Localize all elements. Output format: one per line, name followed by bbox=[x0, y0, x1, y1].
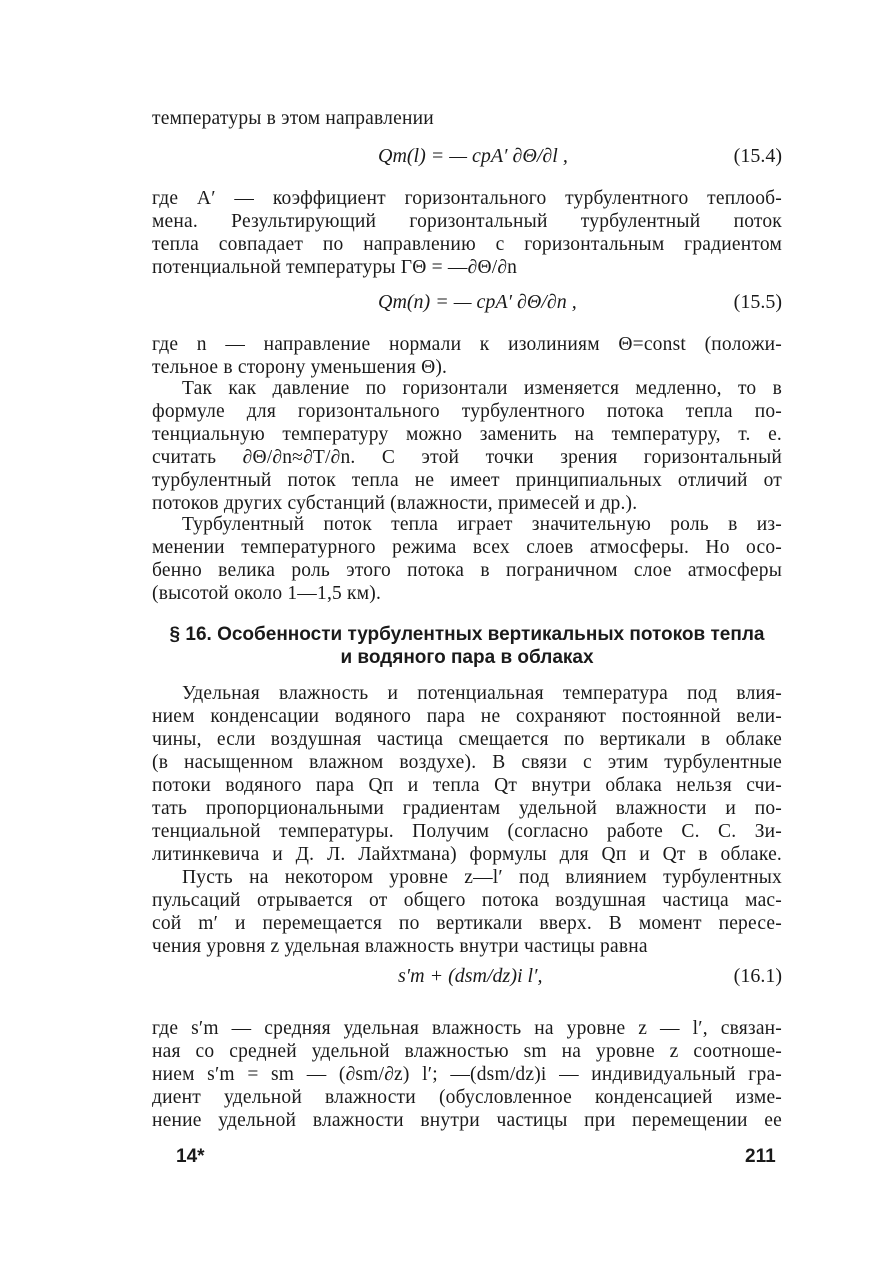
text-line: где A′ — коэффициент горизонтального турбулентного теплооб- bbox=[152, 188, 782, 209]
text-line: Так как давление по горизонтали изменяется медленно, то в bbox=[182, 378, 782, 399]
text-line: Турбулентный поток тепла играет значительную роль в из- bbox=[182, 514, 782, 535]
text-line: нием s′m = sm — (∂sm/∂z) l′; —(dsm/dz)i — индивидуальный гра- bbox=[152, 1064, 782, 1085]
text-line: диент удельной влажности (обусловленное конденсацией изме- bbox=[152, 1087, 782, 1108]
text-line: тенциальной температуры. Получим (согласно работе С. С. Зи- bbox=[152, 821, 782, 842]
page-number: 211 bbox=[745, 1146, 776, 1167]
text-line: турбулентный поток тепла не имеет принципиальных отличий от bbox=[152, 470, 782, 491]
text-line: тать пропорциональными градиентам удельной влажности и по- bbox=[152, 798, 782, 819]
text-line: считать ∂Θ/∂n≈∂T/∂n. С этой точки зрения горизонтальный bbox=[152, 447, 782, 468]
equation-15-4: Qт(l) = — cpA′ ∂Θ/∂l , bbox=[378, 145, 568, 167]
text-line: (в насыщенном влажном воздухе). В связи с этим турбулентные bbox=[152, 752, 782, 773]
text-line: мена. Результирующий горизонтальный турбулентный поток bbox=[152, 211, 782, 232]
signature-mark: 14* bbox=[176, 1146, 205, 1167]
text-line: где s′m — средняя удельная влажность на уровне z — l′, связан- bbox=[152, 1018, 782, 1039]
text-line: (высотой около 1—1,5 км). bbox=[152, 583, 382, 604]
text-line: литинкевича и Д. Л. Лайхтмана) формулы для Qп и Qт в облаке. bbox=[152, 844, 782, 865]
text-line: сой m′ и перемещается по вертикали вверх. В момент пересе- bbox=[152, 913, 782, 934]
text-line: нение удельной влажности внутри частицы при перемещении ее bbox=[152, 1110, 782, 1131]
text-line: тепла совпадает по направлению с горизонтальным градиентом bbox=[152, 234, 782, 255]
text-line: тенциальную температуру можно заменить на температуру, т. е. bbox=[152, 424, 782, 445]
equation-16-1: s′m + (dsm/dz)i l′, bbox=[398, 965, 543, 987]
text-line: пульсаций отрывается от общего потока воздушная частица мас- bbox=[152, 890, 782, 911]
equation-number: (15.4) bbox=[733, 145, 782, 167]
equation-number: (15.5) bbox=[733, 291, 782, 313]
section-heading: и водяного пара в облаках bbox=[340, 647, 594, 668]
text-line: тельное в сторону уменьшения Θ). bbox=[152, 357, 448, 378]
text-line: чины, если воздушная частица смещается по вертикали в облаке bbox=[152, 729, 782, 750]
text-line: формуле для горизонтального турбулентного потока тепла по- bbox=[152, 401, 782, 422]
equation-number: (16.1) bbox=[733, 965, 782, 987]
text-line: бенно велика роль этого потока в пограничном слое атмосферы bbox=[152, 560, 782, 581]
text-line: Удельная влажность и потенциальная температура под влия- bbox=[182, 683, 782, 704]
text-line: ная со средней удельной влажностью sm на уровне z соотноше- bbox=[152, 1041, 782, 1062]
text-line: менении температурного режима всех слоев атмосферы. Но осо- bbox=[152, 537, 782, 558]
text-line: потоки водяного пара Qп и тепла Qт внутри облака нельзя счи- bbox=[152, 775, 782, 796]
text-line: Пусть на некотором уровне z—l′ под влиянием турбулентных bbox=[182, 867, 782, 888]
equation-15-5: Qт(n) = — cpA′ ∂Θ/∂n , bbox=[378, 291, 577, 313]
text-line: температуры в этом направлении bbox=[152, 108, 434, 129]
text-line: чения уровня z удельная влажность внутри частицы равна bbox=[152, 936, 648, 957]
text-line: потоков других субстанций (влажности, примесей и др.). bbox=[152, 493, 638, 514]
text-line: где n — направление нормали к изолиниям Θ=const (положи- bbox=[152, 334, 782, 355]
text-line: потенциальной температуры ΓΘ = —∂Θ/∂n bbox=[152, 257, 518, 278]
section-heading: § 16. Особенности турбулентных вертикальных потоков тепла bbox=[169, 624, 765, 645]
text-line: нием конденсации водяного пара не сохраняют постоянной вели- bbox=[152, 706, 782, 727]
